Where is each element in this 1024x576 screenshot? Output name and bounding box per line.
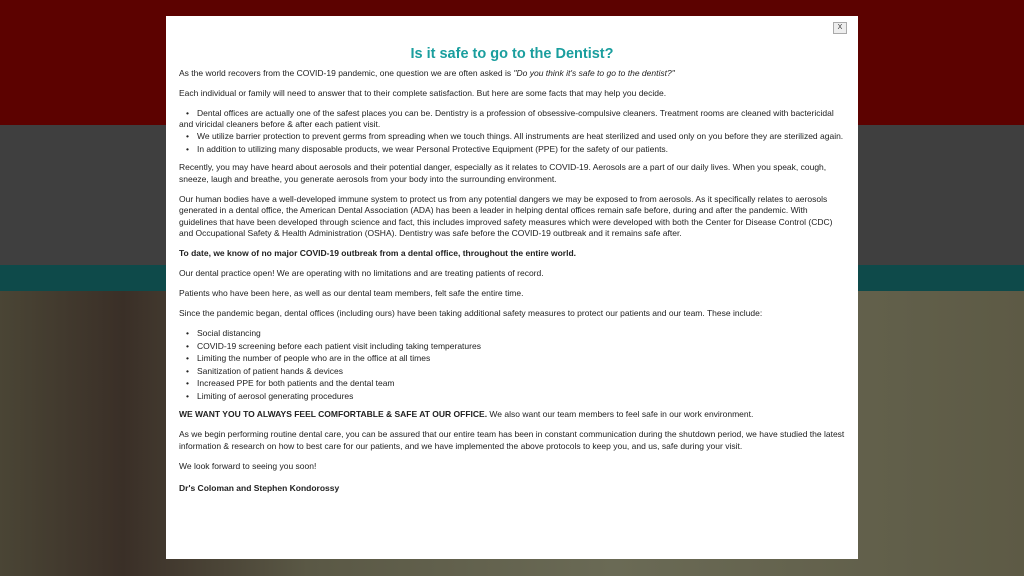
paragraph-bold [179, 248, 845, 260]
paragraph: Patients who have been here, as well as our dental team members, felt safe the entire time. [179, 288, 524, 298]
list-item: • In addition to utilizing many disposable products, we wear Personal Protective Equipment (PPE) for the safety of our patients. [179, 144, 845, 155]
bold-text: To date, we know of no major COVID-19 outbreak from a dental office, throughout the entire world. [179, 248, 577, 258]
list-item: • Social distancing [179, 328, 845, 339]
measures-list [179, 328, 845, 401]
paragraph: Recently, you may have heard about aerosols and their potential danger, especially as it relates to COVID-19. Aerosols are a part of our daily lives. When you speak, cough, sneeze, laugh and breathe, you generate aerosols from your body into the surrounding environment. [179, 162, 827, 184]
close-button[interactable]: X [833, 22, 847, 34]
paragraph: As we begin performing routine dental care, you can be assured that our entire team has been in constant communication during the shutdown period, we have studied the latest information & research on how to best care for our patients, and we have implemented the above protocols to keep you, and us, safe during your visit. [179, 429, 845, 451]
list-item: • Dental offices are actually one of the safest places you can be. Dentistry is a profession of obsessive-compulsive cleaners. Treatment rooms are cleaned with bactericidal and viricidal cleaners before & after each patient visit. [179, 108, 845, 129]
list-item: • Sanitization of patient hands & devices [179, 366, 845, 377]
paragraph: We look forward to seeing you soon! [179, 460, 317, 471]
paragraph: Our dental practice open! We are operating with no limitations and are treating patients of record. [179, 268, 544, 278]
facts-list [179, 108, 845, 154]
covid-info-modal [166, 16, 858, 559]
intro-text: As the world recovers from the COVID-19 pandemic, one question we are often asked is [179, 68, 514, 78]
list-item: • Limiting of aerosol generating procedures [179, 391, 845, 402]
facts-list-wrap [179, 108, 845, 154]
paragraph: Each individual or family will need to answer that to their complete satisfaction. But here are some facts that may help you decide. [179, 88, 667, 98]
bold-text: WE WANT YOU TO ALWAYS FEEL COMFORTABLE & SAFE AT OUR OFFICE. [179, 409, 488, 419]
signature [179, 483, 845, 495]
list-item: • COVID-19 screening before each patient visit including taking temperatures [179, 341, 845, 352]
intro-quote: "Do you think it's safe to go to the dentist?" [513, 68, 675, 78]
text: We also want our team members to feel safe in our work environment. [487, 409, 754, 419]
signature-text: Dr's Coloman and Stephen Kondorossy [179, 483, 340, 493]
list-item: • Limiting the number of people who are in the office at all times [179, 353, 845, 364]
list-item: • We utilize barrier protection to prevent germs from spreading when we touch things. All instruments are heat sterilized and used only on you before they are sterilized again. [179, 131, 845, 142]
paragraph: Since the pandemic began, dental offices (including ours) have been taking additional safety measures to protect our patients and our team. These include: [179, 308, 763, 318]
modal-title: Is it safe to go to the Dentist? [410, 46, 614, 62]
paragraph [179, 409, 845, 421]
paragraph: Our human bodies have a well-developed immune system to protect us from any potential dangers we may be exposed to from aerosols. As it specifically relates to aerosols generated in a dental office, the American Dental Association (ADA) has been a leader in helping dental offices remain safe before, during and after the pandemic. With guidelines that have been developed through science and fact, this includes improved safety measures which were developed with both the Center for Disease Control (CDC) and Occupational Safety & Health Administration (OSHA). Dentistry was safe before the COVID-19 outbreak and it remains safe after. [179, 193, 833, 238]
intro-paragraph [179, 68, 845, 80]
list-item: • Increased PPE for both patients and the dental team [179, 378, 845, 389]
measures-list-wrap [179, 328, 845, 401]
